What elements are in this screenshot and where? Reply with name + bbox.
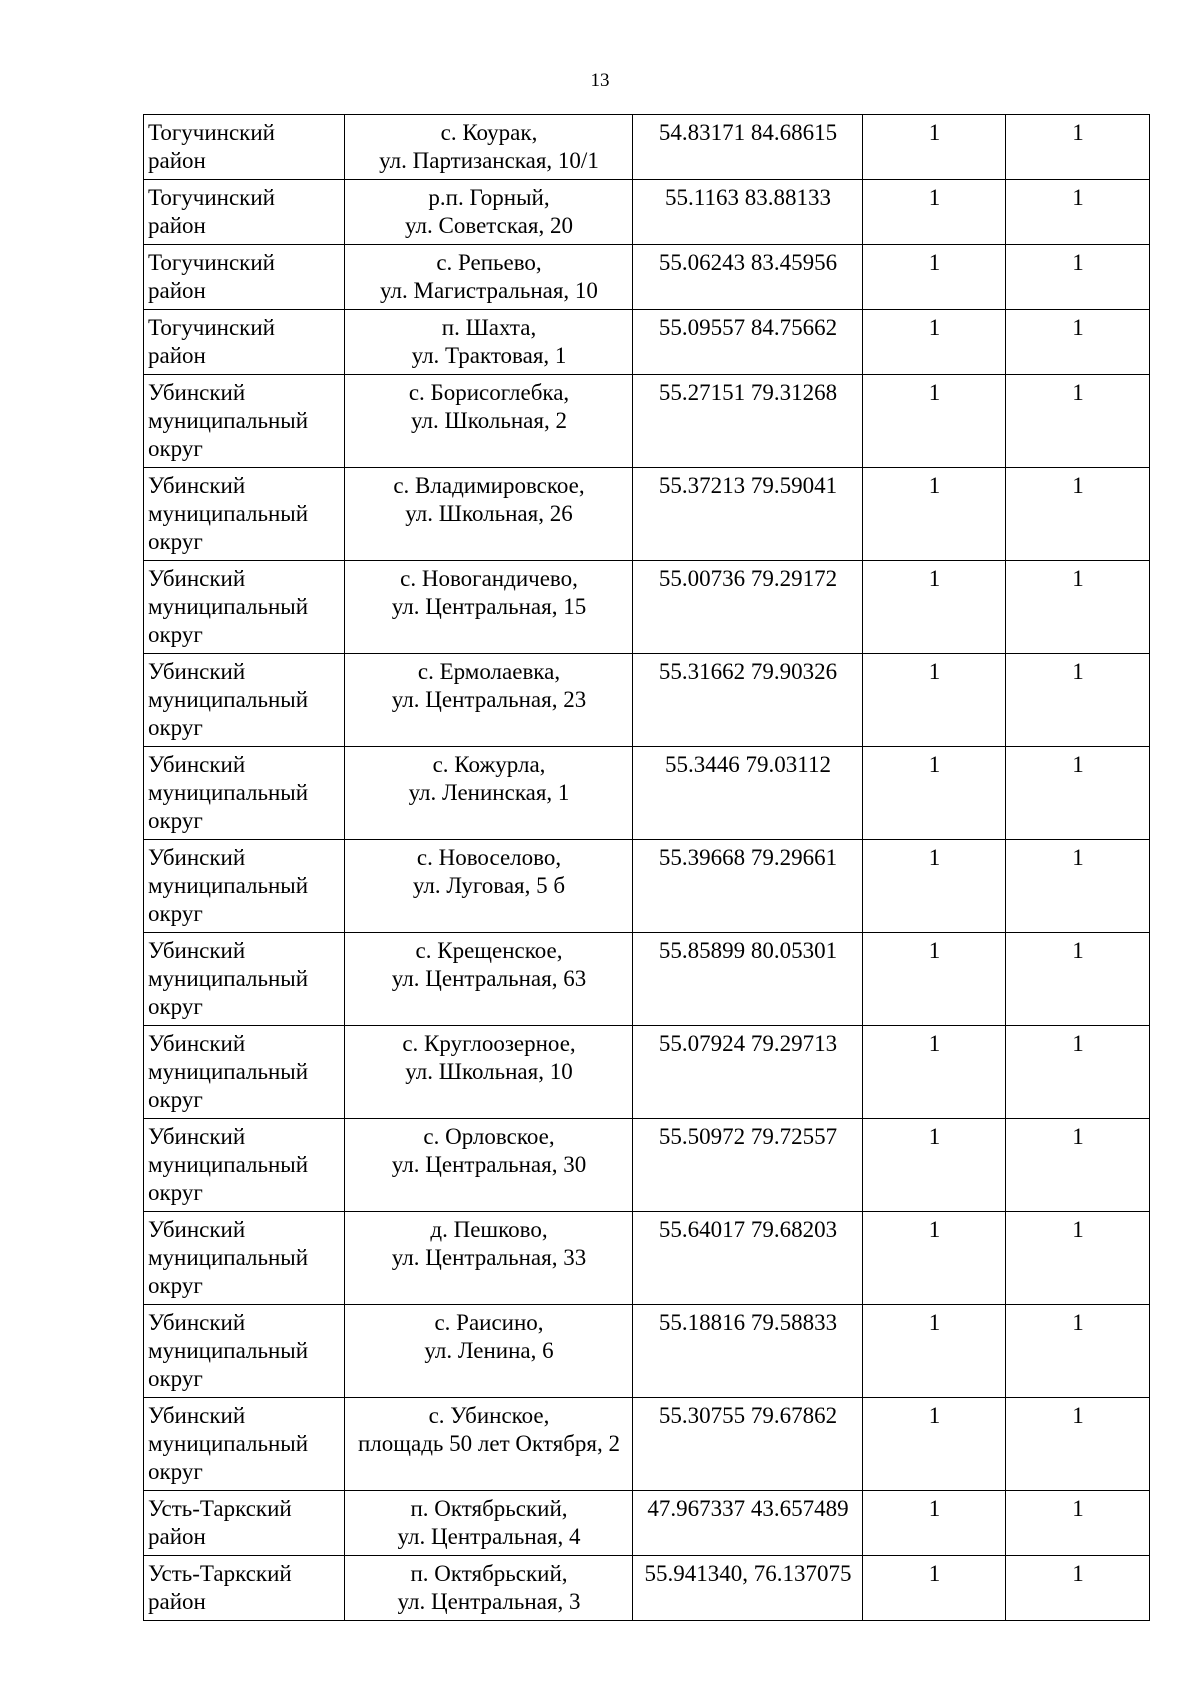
count-cell-1 bbox=[863, 1305, 1006, 1398]
coordinates-cell bbox=[633, 561, 863, 654]
count-cell-2 bbox=[1006, 1119, 1150, 1212]
district-line: район bbox=[148, 1589, 206, 1614]
address-line: ул. Центральная, 4 bbox=[397, 1524, 581, 1549]
district-line: округ bbox=[148, 529, 203, 554]
district-line: муниципальный bbox=[148, 408, 309, 433]
address-line: ул. Ленина, 6 bbox=[424, 1338, 554, 1363]
address-line: с. Крещенское, bbox=[415, 938, 563, 963]
count-cell-2 bbox=[1006, 375, 1150, 468]
count-value-1: 1 bbox=[928, 1124, 941, 1149]
district-line: округ bbox=[148, 715, 203, 740]
district-cell bbox=[144, 933, 345, 1026]
count-value-1: 1 bbox=[928, 473, 941, 498]
district-line: Тогучинский bbox=[148, 315, 275, 340]
address-cell bbox=[345, 1026, 633, 1119]
address-cell bbox=[345, 561, 633, 654]
coordinates-cell bbox=[633, 1398, 863, 1491]
coordinates-cell bbox=[633, 310, 863, 375]
district-line: муниципальный bbox=[148, 594, 309, 619]
coordinates-value: 55.1163 83.88133 bbox=[665, 185, 831, 210]
address-line: ул. Ленинская, 1 bbox=[408, 780, 570, 805]
address-line: ул. Центральная, 63 bbox=[391, 966, 587, 991]
district-cell bbox=[144, 310, 345, 375]
coordinates-value: 54.83171 84.68615 bbox=[658, 120, 838, 145]
count-value-2: 1 bbox=[1072, 1561, 1084, 1586]
district-line: муниципальный bbox=[148, 687, 309, 712]
count-value-1: 1 bbox=[928, 1403, 941, 1428]
address-line: с. Кожурла, bbox=[432, 752, 546, 777]
district-cell bbox=[144, 1491, 345, 1556]
count-cell-2 bbox=[1006, 561, 1150, 654]
coordinates-cell bbox=[633, 840, 863, 933]
count-cell-1 bbox=[863, 1556, 1006, 1621]
count-value-1: 1 bbox=[928, 1031, 941, 1056]
count-cell-2 bbox=[1006, 1212, 1150, 1305]
count-cell-1 bbox=[863, 245, 1006, 310]
address-cell bbox=[345, 840, 633, 933]
address-line: с. Репьево, bbox=[436, 250, 542, 275]
coordinates-cell bbox=[633, 115, 863, 180]
address-line: ул. Центральная, 23 bbox=[391, 687, 587, 712]
address-line: п. Шахта, bbox=[441, 315, 537, 340]
coordinates-value: 55.37213 79.59041 bbox=[658, 473, 838, 498]
coordinates-value: 55.3446 79.03112 bbox=[665, 752, 831, 777]
address-cell bbox=[345, 375, 633, 468]
district-line: Тогучинский bbox=[148, 185, 275, 210]
address-cell bbox=[345, 180, 633, 245]
district-line: муниципальный bbox=[148, 966, 309, 991]
table-row bbox=[144, 310, 1150, 375]
district-line: Убинский bbox=[148, 473, 246, 498]
count-value-2: 1 bbox=[1072, 1031, 1084, 1056]
table-body bbox=[144, 115, 1150, 1621]
address-line: ул. Советская, 20 bbox=[405, 213, 573, 238]
district-line: округ bbox=[148, 808, 203, 833]
count-cell-2 bbox=[1006, 747, 1150, 840]
district-line: район bbox=[148, 148, 206, 173]
address-line: с. Владимировское, bbox=[393, 473, 585, 498]
address-line: ул. Центральная, 33 bbox=[391, 1245, 587, 1270]
district-line: Убинский bbox=[148, 1403, 246, 1428]
count-value-2: 1 bbox=[1072, 938, 1084, 963]
count-value-1: 1 bbox=[928, 1310, 941, 1335]
address-cell bbox=[345, 310, 633, 375]
address-cell bbox=[345, 1556, 633, 1621]
address-cell bbox=[345, 468, 633, 561]
count-value-2: 1 bbox=[1072, 185, 1084, 210]
count-value-1: 1 bbox=[928, 659, 941, 684]
address-line: с. Убинское, bbox=[428, 1403, 550, 1428]
table-row bbox=[144, 840, 1150, 933]
table-row bbox=[144, 654, 1150, 747]
coordinates-value: 55.64017 79.68203 bbox=[658, 1217, 838, 1242]
district-line: муниципальный bbox=[148, 501, 309, 526]
coordinates-cell bbox=[633, 747, 863, 840]
count-cell-1 bbox=[863, 115, 1006, 180]
count-cell-1 bbox=[863, 180, 1006, 245]
count-value-1: 1 bbox=[928, 185, 941, 210]
count-value-1: 1 bbox=[928, 938, 941, 963]
count-cell-2 bbox=[1006, 245, 1150, 310]
district-cell bbox=[144, 1119, 345, 1212]
address-cell bbox=[345, 933, 633, 1026]
coordinates-value: 55.85899 80.05301 bbox=[658, 938, 838, 963]
address-line: п. Октябрьский, bbox=[410, 1496, 568, 1521]
address-line: с. Ермолаевка, bbox=[417, 659, 561, 684]
table-row bbox=[144, 1212, 1150, 1305]
address-line: с. Орловское, bbox=[423, 1124, 555, 1149]
page-number: 13 bbox=[590, 70, 610, 91]
district-line: округ bbox=[148, 1459, 203, 1484]
table-row bbox=[144, 375, 1150, 468]
district-cell bbox=[144, 1212, 345, 1305]
district-cell bbox=[144, 245, 345, 310]
count-value-2: 1 bbox=[1072, 473, 1084, 498]
district-line: район bbox=[148, 343, 206, 368]
address-line: ул. Центральная, 30 bbox=[391, 1152, 587, 1177]
address-line: с. Новогандичево, bbox=[400, 566, 578, 591]
count-value-2: 1 bbox=[1072, 250, 1084, 275]
table-row bbox=[144, 1491, 1150, 1556]
coordinates-cell bbox=[633, 1026, 863, 1119]
district-cell bbox=[144, 1026, 345, 1119]
count-cell-2 bbox=[1006, 468, 1150, 561]
coordinates-cell bbox=[633, 1305, 863, 1398]
district-cell bbox=[144, 180, 345, 245]
count-cell-1 bbox=[863, 1026, 1006, 1119]
count-value-1: 1 bbox=[928, 120, 941, 145]
district-cell bbox=[144, 1398, 345, 1491]
coordinates-cell bbox=[633, 245, 863, 310]
table-row bbox=[144, 1026, 1150, 1119]
address-line: ул. Луговая, 5 б bbox=[412, 873, 566, 898]
district-line: Убинский bbox=[148, 1124, 246, 1149]
district-line: Убинский bbox=[148, 1310, 246, 1335]
count-value-1: 1 bbox=[928, 1561, 941, 1586]
count-cell-1 bbox=[863, 1212, 1006, 1305]
count-cell-2 bbox=[1006, 1491, 1150, 1556]
district-line: муниципальный bbox=[148, 1152, 309, 1177]
address-line: ул. Центральная, 3 bbox=[397, 1589, 581, 1614]
count-value-2: 1 bbox=[1072, 1310, 1084, 1335]
district-line: район bbox=[148, 213, 206, 238]
table-row bbox=[144, 561, 1150, 654]
count-value-2: 1 bbox=[1072, 1217, 1084, 1242]
district-line: муниципальный bbox=[148, 780, 309, 805]
coordinates-cell bbox=[633, 933, 863, 1026]
count-value-1: 1 bbox=[928, 845, 941, 870]
count-value-2: 1 bbox=[1072, 752, 1084, 777]
district-line: Убинский bbox=[148, 1031, 246, 1056]
district-line: округ bbox=[148, 1273, 203, 1298]
coordinates-value: 55.07924 79.29713 bbox=[658, 1031, 838, 1056]
table-row bbox=[144, 933, 1150, 1026]
district-cell bbox=[144, 375, 345, 468]
table-row bbox=[144, 1305, 1150, 1398]
count-value-2: 1 bbox=[1072, 120, 1084, 145]
coordinates-value: 55.30755 79.67862 bbox=[658, 1403, 838, 1428]
count-cell-1 bbox=[863, 1491, 1006, 1556]
coordinates-cell bbox=[633, 180, 863, 245]
coordinates-value: 55.941340, 76.137075 bbox=[644, 1561, 852, 1586]
count-cell-2 bbox=[1006, 654, 1150, 747]
address-cell bbox=[345, 1398, 633, 1491]
locations-table bbox=[143, 114, 1150, 1621]
count-value-2: 1 bbox=[1072, 659, 1084, 684]
district-line: район bbox=[148, 1524, 206, 1549]
address-line: п. Октябрьский, bbox=[410, 1561, 568, 1586]
district-line: округ bbox=[148, 994, 203, 1019]
count-value-2: 1 bbox=[1072, 315, 1084, 340]
district-line: Убинский bbox=[148, 845, 246, 870]
district-cell bbox=[144, 468, 345, 561]
table-row bbox=[144, 1398, 1150, 1491]
district-line: округ bbox=[148, 1087, 203, 1112]
table-row bbox=[144, 1556, 1150, 1621]
count-cell-1 bbox=[863, 1119, 1006, 1212]
coordinates-cell bbox=[633, 468, 863, 561]
district-line: округ bbox=[148, 1366, 203, 1391]
district-cell bbox=[144, 561, 345, 654]
address-line: ул. Трактовая, 1 bbox=[411, 343, 567, 368]
address-line: ул. Магистральная, 10 bbox=[380, 278, 598, 303]
count-value-2: 1 bbox=[1072, 380, 1084, 405]
address-line: с. Круглоозерное, bbox=[402, 1031, 576, 1056]
district-line: округ bbox=[148, 436, 203, 461]
count-cell-2 bbox=[1006, 1398, 1150, 1491]
coordinates-cell bbox=[633, 1491, 863, 1556]
coordinates-value: 55.31662 79.90326 bbox=[658, 659, 838, 684]
count-value-2: 1 bbox=[1072, 1496, 1084, 1521]
address-line: ул. Центральная, 15 bbox=[391, 594, 587, 619]
address-cell bbox=[345, 1212, 633, 1305]
address-cell bbox=[345, 1119, 633, 1212]
count-cell-1 bbox=[863, 310, 1006, 375]
coordinates-cell bbox=[633, 375, 863, 468]
count-value-1: 1 bbox=[928, 566, 941, 591]
coordinates-value: 55.09557 84.75662 bbox=[658, 315, 838, 340]
district-line: муниципальный bbox=[148, 873, 309, 898]
district-line: Убинский bbox=[148, 1217, 246, 1242]
address-line: ул. Школьная, 26 bbox=[405, 501, 573, 526]
count-cell-2 bbox=[1006, 840, 1150, 933]
table-row bbox=[144, 1119, 1150, 1212]
address-line: с. Раисино, bbox=[434, 1310, 544, 1335]
coordinates-value: 55.00736 79.29172 bbox=[658, 566, 838, 591]
address-cell bbox=[345, 1491, 633, 1556]
count-cell-1 bbox=[863, 561, 1006, 654]
count-value-1: 1 bbox=[928, 250, 941, 275]
address-cell bbox=[345, 245, 633, 310]
district-line: Убинский bbox=[148, 752, 246, 777]
address-line: ул. Партизанская, 10/1 bbox=[379, 148, 599, 173]
count-value-2: 1 bbox=[1072, 1124, 1084, 1149]
table-row bbox=[144, 747, 1150, 840]
district-line: Убинский bbox=[148, 566, 246, 591]
coordinates-value: 55.50972 79.72557 bbox=[658, 1124, 838, 1149]
address-cell bbox=[345, 747, 633, 840]
count-cell-2 bbox=[1006, 115, 1150, 180]
district-line: Тогучинский bbox=[148, 250, 275, 275]
district-line: Убинский bbox=[148, 659, 246, 684]
table-row bbox=[144, 180, 1150, 245]
count-cell-2 bbox=[1006, 933, 1150, 1026]
address-line: площадь 50 лет Октября, 2 bbox=[358, 1431, 620, 1456]
district-line: округ bbox=[148, 901, 203, 926]
count-cell-1 bbox=[863, 747, 1006, 840]
count-value-2: 1 bbox=[1072, 566, 1084, 591]
coordinates-value: 47.967337 43.657489 bbox=[647, 1496, 849, 1521]
district-cell bbox=[144, 1556, 345, 1621]
address-line: с. Новоселово, bbox=[416, 845, 562, 870]
count-value-2: 1 bbox=[1072, 1403, 1084, 1428]
district-line: Убинский bbox=[148, 380, 246, 405]
count-cell-2 bbox=[1006, 310, 1150, 375]
district-cell bbox=[144, 115, 345, 180]
district-line: округ bbox=[148, 1180, 203, 1205]
table-row bbox=[144, 115, 1150, 180]
address-cell bbox=[345, 654, 633, 747]
table-row bbox=[144, 468, 1150, 561]
coordinates-value: 55.27151 79.31268 bbox=[658, 380, 838, 405]
coordinates-value: 55.18816 79.58833 bbox=[658, 1310, 838, 1335]
count-value-1: 1 bbox=[928, 380, 941, 405]
address-line: ул. Школьная, 2 bbox=[411, 408, 567, 433]
address-cell bbox=[345, 1305, 633, 1398]
district-line: Тогучинский bbox=[148, 120, 275, 145]
coordinates-cell bbox=[633, 1212, 863, 1305]
count-cell-1 bbox=[863, 1398, 1006, 1491]
address-line: р.п. Горный, bbox=[428, 185, 550, 210]
district-line: Убинский bbox=[148, 938, 246, 963]
address-cell bbox=[345, 115, 633, 180]
district-line: муниципальный bbox=[148, 1431, 309, 1456]
district-line: муниципальный bbox=[148, 1245, 309, 1270]
coordinates-value: 55.06243 83.45956 bbox=[658, 250, 838, 275]
address-line: с. Борисоглебка, bbox=[408, 380, 570, 405]
district-line: Усть-Таркский bbox=[148, 1496, 292, 1521]
coordinates-cell bbox=[633, 1119, 863, 1212]
district-cell bbox=[144, 654, 345, 747]
count-cell-1 bbox=[863, 654, 1006, 747]
count-cell-1 bbox=[863, 933, 1006, 1026]
address-line: ул. Школьная, 10 bbox=[405, 1059, 573, 1084]
district-line: округ bbox=[148, 622, 203, 647]
count-cell-2 bbox=[1006, 1556, 1150, 1621]
address-line: д. Пешково, bbox=[430, 1217, 548, 1242]
count-cell-2 bbox=[1006, 1026, 1150, 1119]
coordinates-value: 55.39668 79.29661 bbox=[658, 845, 838, 870]
district-line: район bbox=[148, 278, 206, 303]
district-cell bbox=[144, 747, 345, 840]
count-value-2: 1 bbox=[1072, 845, 1084, 870]
count-value-1: 1 bbox=[928, 1496, 941, 1521]
count-value-1: 1 bbox=[928, 752, 941, 777]
count-value-1: 1 bbox=[928, 315, 941, 340]
district-line: муниципальный bbox=[148, 1338, 309, 1363]
count-value-1: 1 bbox=[928, 1217, 941, 1242]
count-cell-1 bbox=[863, 375, 1006, 468]
coordinates-cell bbox=[633, 654, 863, 747]
count-cell-2 bbox=[1006, 180, 1150, 245]
district-line: Усть-Таркский bbox=[148, 1561, 292, 1586]
district-cell bbox=[144, 840, 345, 933]
district-cell bbox=[144, 1305, 345, 1398]
count-cell-1 bbox=[863, 840, 1006, 933]
address-line: с. Коурак, bbox=[440, 120, 538, 145]
count-cell-2 bbox=[1006, 1305, 1150, 1398]
district-line: муниципальный bbox=[148, 1059, 309, 1084]
table-row bbox=[144, 245, 1150, 310]
count-cell-1 bbox=[863, 468, 1006, 561]
coordinates-cell bbox=[633, 1556, 863, 1621]
